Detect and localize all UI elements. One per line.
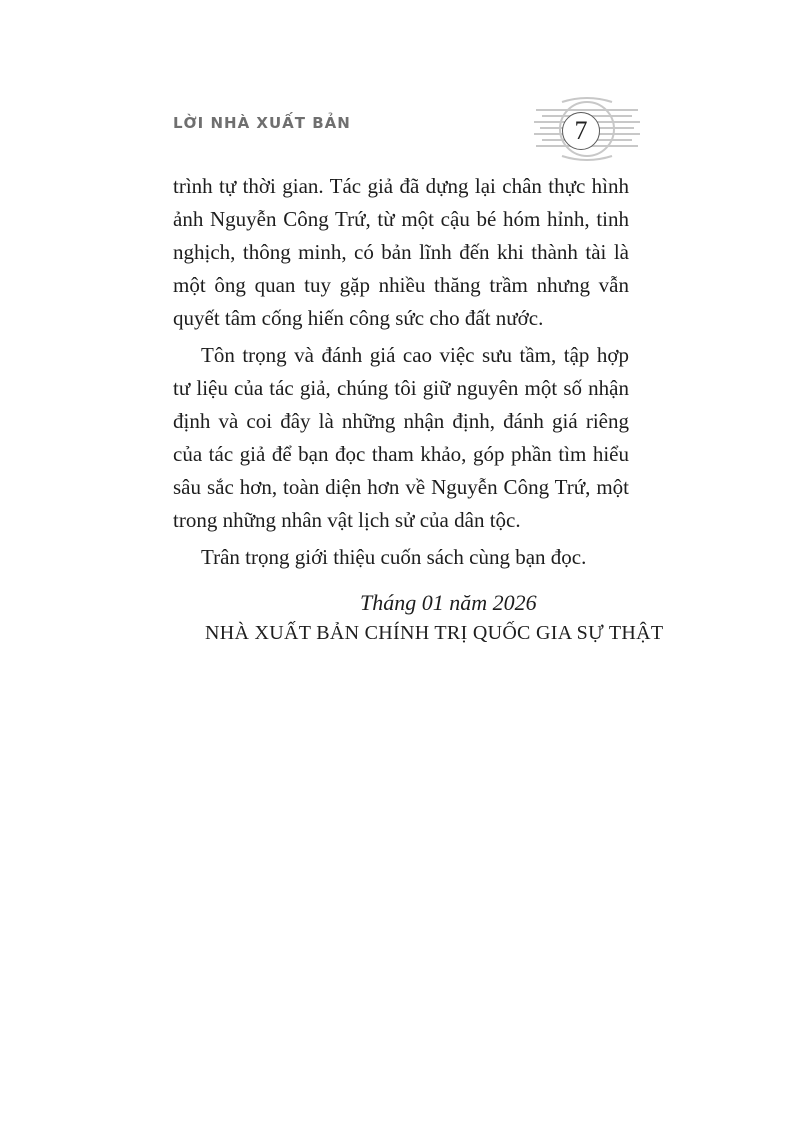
paragraph-1: trình tự thời gian. Tác giả đã dựng lại chân thực hình ảnh Nguyễn Công Trứ, từ một cậu bé hóm hỉnh, tinh nghịch, thông minh, có bản lĩnh đến khi thành tài là một ông quan tuy gặp nhiều thăng trầm nhưng vẫn quyết tâm cống hiến công sức cho đất nước. xyxy=(173,174,629,330)
running-header-title: LỜI NHÀ XUẤT BẢN xyxy=(173,114,351,132)
signature-publisher: NHÀ XUẤT BẢN CHÍNH TRỊ QUỐC GIA SỰ THẬT xyxy=(205,622,664,644)
page-number: 7 xyxy=(562,112,600,150)
body-text xyxy=(173,170,629,578)
paragraph-2: Tôn trọng và đánh giá cao việc sưu tầm, tập hợp tư liệu của tác giả, chúng tôi giữ nguyên một số nhận định và coi đây là những nhận định, đánh giá riêng của tác giả để bạn đọc tham khảo, góp phần tìm hiểu sâu sắc hơn, toàn diện hơn về Nguyễn Công Trứ, một trong những nhân vật lịch sử của dân tộc. xyxy=(173,343,629,532)
paragraph-3: Trân trọng giới thiệu cuốn sách cùng bạn đọc. xyxy=(201,545,587,569)
signature-date: Tháng 01 năm 2026 xyxy=(360,590,537,615)
